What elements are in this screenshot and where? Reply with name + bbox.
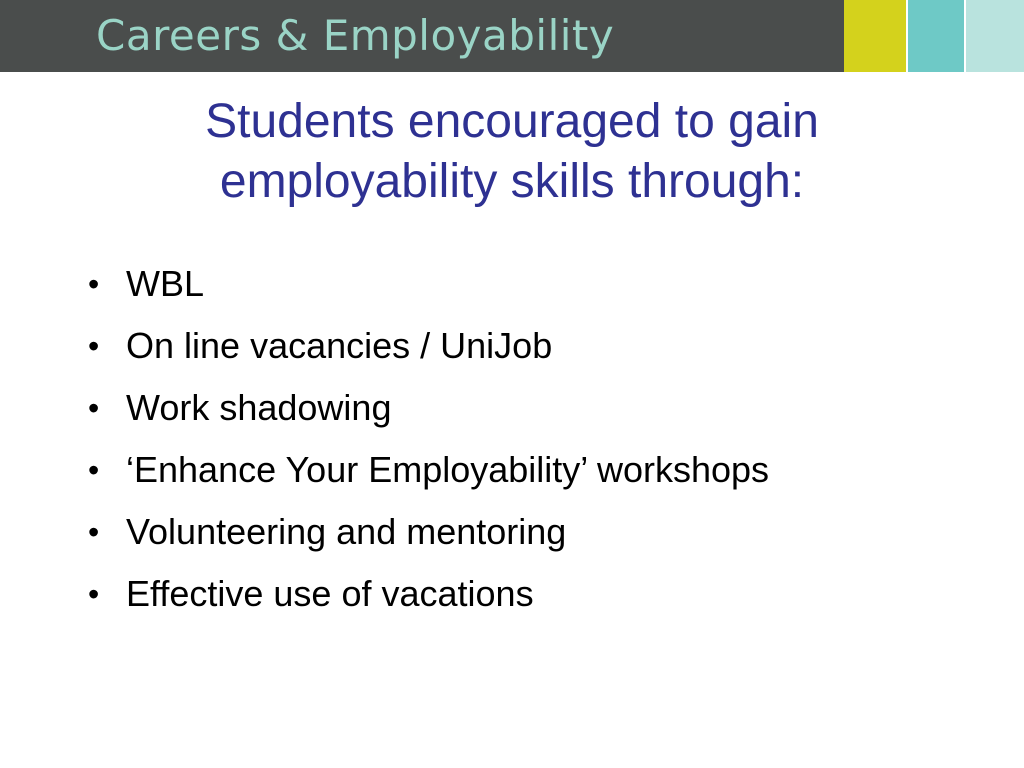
accent-swatch-pale xyxy=(966,0,1024,72)
accent-swatch-lime xyxy=(844,0,906,72)
bullet-item xyxy=(84,444,944,496)
slide-title: Students encouraged to gain employability skills through: xyxy=(205,95,819,208)
bullet-text: On line vacancies / UniJob xyxy=(126,325,553,366)
bullet-item xyxy=(84,568,944,620)
bullet-dot-icon: • xyxy=(88,514,100,550)
bullet-text: Work shadowing xyxy=(126,387,392,428)
accent-swatch-teal xyxy=(908,0,964,72)
bullet-dot-icon: • xyxy=(88,328,100,364)
bullet-text: WBL xyxy=(126,263,205,304)
bullet-text: Effective use of vacations xyxy=(126,573,534,614)
header-background xyxy=(0,0,844,72)
bullet-item xyxy=(84,506,944,558)
bullet-item xyxy=(84,258,944,310)
bullet-dot-icon: • xyxy=(88,266,100,302)
bullet-dot-icon: • xyxy=(88,390,100,426)
bullet-item xyxy=(84,382,944,434)
header-bar xyxy=(0,0,1024,72)
bullet-dot-icon: • xyxy=(88,452,100,488)
brand-logo-text: Careers & Employability xyxy=(96,11,615,60)
bullet-list xyxy=(84,258,944,630)
bullet-dot-icon: • xyxy=(88,576,100,612)
bullet-item xyxy=(84,320,944,372)
bullet-text: Volunteering and mentoring xyxy=(126,511,567,552)
bullet-text: ‘Enhance Your Employability’ workshops xyxy=(126,449,770,490)
